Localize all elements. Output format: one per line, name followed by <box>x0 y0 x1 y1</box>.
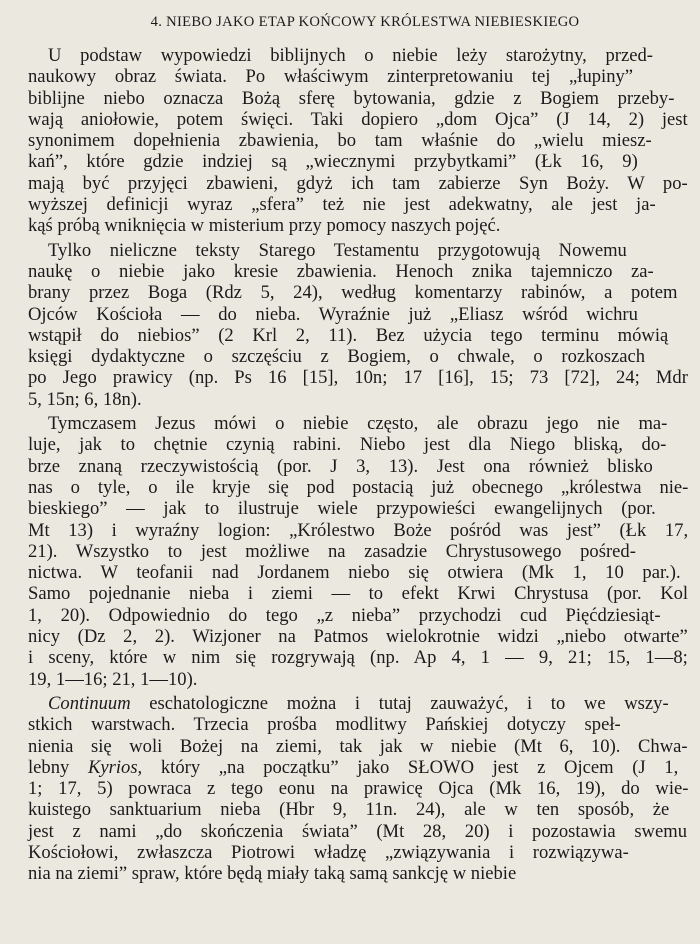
text-line <box>28 389 688 410</box>
text-run: Kościołowi, zwłaszcza Piotrowi władzę „związywania i rozwiązywa- <box>28 841 629 863</box>
text-run: Tylko nieliczne teksty Starego Testamentu przygotowują Nowemu <box>48 239 627 261</box>
text-line <box>28 583 688 604</box>
text-run: brze znaną rzeczywistością (por. J 3, 13). Jest ona również blisko <box>28 455 653 477</box>
text-run: nas o tyle, o ile kryje się pod postacią już obecnego „królestwa nie- <box>28 476 689 498</box>
text-line <box>28 647 688 668</box>
text-run: U podstaw wypowiedzi biblijnych o niebie leży starożytny, przed- <box>48 45 653 66</box>
text-line <box>28 714 688 735</box>
text-run: mają być przyjęci zbawieni, gdyż ich tam zabierze Syn Boży. W po- <box>28 172 688 194</box>
text-line <box>28 194 688 215</box>
text-line <box>28 477 688 498</box>
text-run: który „na początku” jako SŁOWO jest z Ojcem (J 1, <box>142 756 679 778</box>
paragraph <box>28 413 688 690</box>
text-run: naukę o niebie jako kresie zbawienia. Henoch znika tajemniczo za- <box>28 260 654 282</box>
text-run: Ojców Kościoła — do nieba. Wyraźnie już „Eliasz wśród wichru <box>28 303 638 325</box>
text-line <box>28 693 688 714</box>
text-line <box>28 736 688 757</box>
text-run: księgi dydaktyczne o szczęściu z Bogiem, o chwale, o rozkoszach <box>28 346 646 368</box>
text-line <box>28 45 688 66</box>
text-line <box>28 367 688 388</box>
body-text <box>28 45 688 885</box>
text-run: i sceny, które w nim się rozgrywają (np. Ap 4, 1 — 9, 21; 15, 1—8; <box>28 647 688 669</box>
text-line <box>28 541 688 562</box>
text-line <box>28 325 688 346</box>
text-line <box>28 130 688 151</box>
text-line <box>28 261 688 282</box>
text-line <box>28 669 688 690</box>
paragraph <box>28 45 688 237</box>
text-run: kań”, które gdzie indziej są „wiecznymi przybytkami” (Łk 16, 9) <box>28 151 638 173</box>
text-run: naukowy obraz świata. Po właściwym zinterpretowaniu tej „łupiny” <box>28 66 634 88</box>
text-run: 21). Wszystko to jest możliwe na zasadzie Chrystusowego pośred- <box>28 540 636 562</box>
text-run: Mt 13) i wyraźny logion: „Królestwo Boże pośród was jest” (Łk 17, <box>28 519 689 541</box>
text-run: 19, 1—16; 21, 1—10). <box>28 668 198 690</box>
text-line <box>28 605 688 626</box>
text-run: nictwa. W teofanii nad Jordanem niebo się otwiera (Mk 1, 10 par.). <box>28 562 681 584</box>
text-line <box>28 778 688 799</box>
text-run: kąś próbą wniknięcia w misterium przy pomocy naszych pojęć. <box>28 215 501 237</box>
text-run: 1; 17, 5) powraca z tego eonu na prawicę Ojca (Mk 16, 19), do wie- <box>28 778 689 800</box>
text-line <box>28 520 688 541</box>
text-line <box>28 757 688 778</box>
text-line <box>28 215 688 236</box>
text-line <box>28 434 688 455</box>
text-line <box>28 863 688 884</box>
text-line <box>28 240 688 261</box>
text-line <box>28 346 688 367</box>
text-run: stkich warstwach. Trzecia prośba modlitwy Pańskiej dotyczy speł- <box>28 714 621 736</box>
text-line <box>28 498 688 519</box>
text-run: wyższej definicji wyraz „sfera” też nie jest adekwatny, ale jest ja- <box>28 194 656 216</box>
text-run: 5, 15n; 6, 18n). <box>28 388 142 410</box>
text-run: nienia się woli Bożej na ziemi, tak jak w niebie (Mt 6, 10). Chwa- <box>28 735 688 757</box>
text-line <box>28 173 688 194</box>
text-line <box>28 413 688 434</box>
italic-term: Continuum <box>48 692 131 714</box>
text-run: wają aniołowie, potem święci. Taki dopiero „dom Ojca” (J 14, 2) jest <box>28 108 688 130</box>
text-run: jest z nami „do skończenia świata” (Mt 28, 20) i pozostawia swemu <box>28 820 687 842</box>
text-run: eschatologiczne można i tutaj zauważyć, i to we wszy- <box>130 692 669 714</box>
text-line <box>28 282 688 303</box>
text-line <box>28 799 688 820</box>
text-run: nicy (Dz 2, 2). Wizjoner na Patmos wielokrotnie widzi „niebo otwarte” <box>28 626 688 648</box>
text-run: 1, 20). Odpowiednio do tego „z nieba” przychodzi cud Pięćdziesiąt- <box>28 604 661 626</box>
text-run: po Jego prawicy (np. Ps 16 [15], 10n; 17 [16], 15; 73 [72], 24; Mdr <box>28 367 688 389</box>
text-run: biblijne niebo oznacza Bożą sferę bytowania, gdzie z Bogiem przeby- <box>28 87 675 109</box>
paragraph <box>28 693 688 885</box>
text-line <box>28 151 688 172</box>
text-run: brany przez Boga (Rdz 5, 24), według komentarzy rabinów, a potem <box>28 282 678 304</box>
text-line <box>28 304 688 325</box>
text-line <box>28 66 688 87</box>
text-run: nia na ziemi” spraw, które będą miały taką samą sankcję w niebie <box>28 863 517 885</box>
text-line <box>28 821 688 842</box>
text-run: Tymczasem Jezus mówi o niebie często, ale obrazu jego nie ma- <box>48 413 668 435</box>
text-line <box>28 88 688 109</box>
text-run: Samo pojednanie nieba i ziemi — to efekt Krwi Chrystusa (por. Kol <box>28 583 689 605</box>
text-run: luje, jak to chętnie czynią rabini. Niebo jest dla Niego bliską, do- <box>28 434 667 456</box>
text-line <box>28 842 688 863</box>
text-line <box>28 626 688 647</box>
text-line <box>28 109 688 130</box>
text-run: kuistego sanktuarium nieba (Hbr 9, 11n. 24), ale w ten sposób, że <box>28 799 670 821</box>
text-line <box>28 456 688 477</box>
text-line <box>28 562 688 583</box>
text-run: lebny <box>28 756 88 778</box>
text-run: bieskiego” — jak to ilustruje wiele przypowieści ewangelijnych (por. <box>28 498 656 520</box>
paragraph <box>28 240 688 410</box>
section-heading: 4. NIEBO JAKO ETAP KOŃCOWY KRÓLESTWA NIEBIESKIEGO <box>150 14 580 30</box>
italic-term: Kyrios, <box>87 756 143 778</box>
text-run: wstąpił do niebios” (2 Krl 2, 11). Bez użycia tego terminu mówią <box>28 324 669 346</box>
text-run: synonimem dopełnienia zbawienia, bo tam właśnie do „wielu miesz- <box>28 130 652 152</box>
